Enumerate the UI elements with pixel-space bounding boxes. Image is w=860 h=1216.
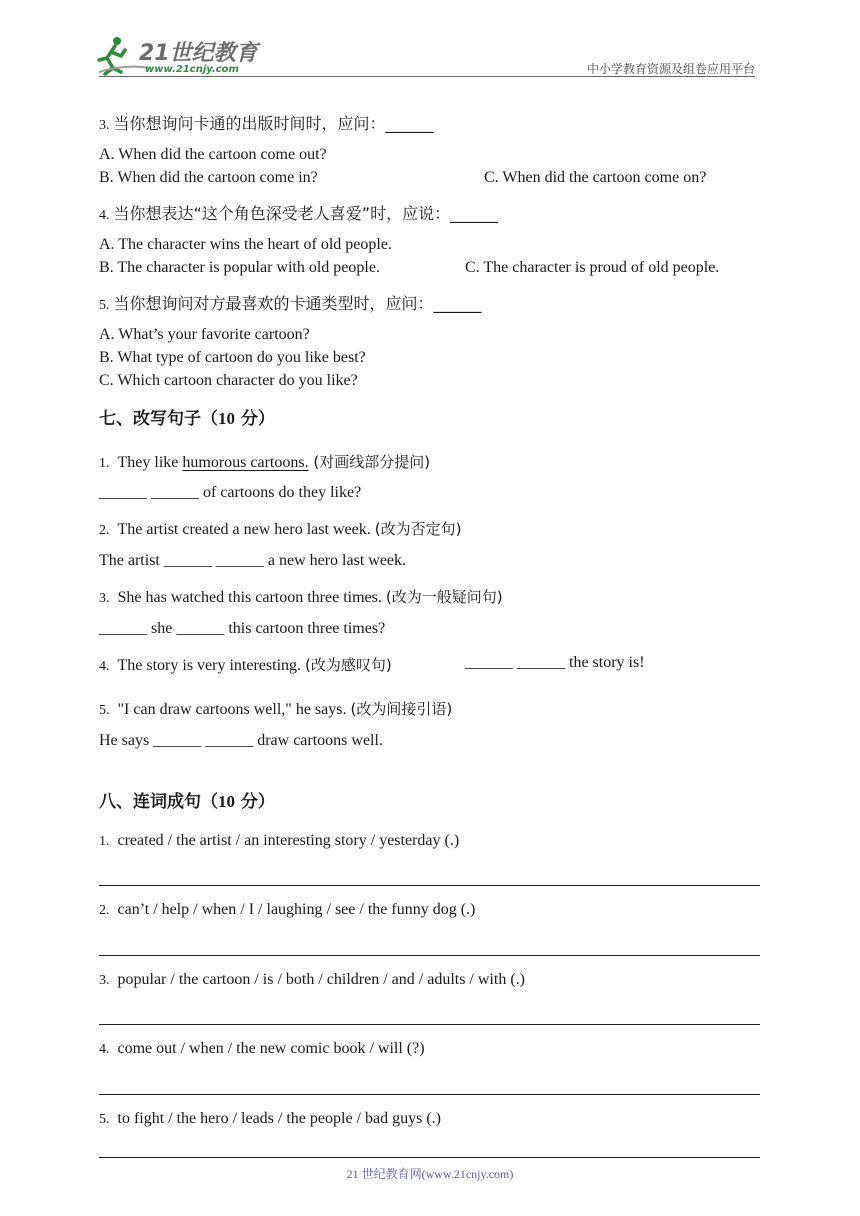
answer-line: The artist ______ ______ a new hero last week. (99, 552, 407, 569)
question-number: 4. (99, 208, 110, 223)
word-order-item-5: 5. to fight / the hero / leads / the people / bad guys (.) (99, 1110, 441, 1127)
word-order-item-1: 1. created / the artist / an interesting story / yesterday (.) (99, 832, 460, 849)
option-c: C. The character is proud of old people. (465, 259, 720, 276)
rewrite-question-3: 3. She has watched this cartoon three times. (改为一般疑问句) (99, 588, 503, 606)
word-order-item-2: 2. can’t / help / when / I / laughing / see / the funny dog (.) (99, 901, 476, 918)
question-prompt: 当你想询问对方最喜欢的卡通类型时，应问：______ (113, 294, 482, 313)
answer-rule (99, 955, 760, 956)
answer-line: ______ she ______ this cartoon three times? (99, 620, 386, 637)
logo-name: 21世纪教育 (139, 41, 258, 66)
answer-rule (99, 1024, 760, 1025)
question-3 (99, 111, 434, 134)
answer-line: ______ ______ of cartoons do they like? (99, 484, 362, 501)
rewrite-question-5: 5. "I can draw cartoons well," he says. (改为间接引语) (99, 700, 453, 718)
site-logo (95, 34, 265, 78)
section-7-title: 七、改写句子（10 分） (99, 409, 275, 429)
answer-line: He says ______ ______ draw cartoons well. (99, 732, 383, 749)
answer-rule (99, 1157, 760, 1158)
option-b: B. When did the cartoon come in? (99, 169, 318, 186)
answer-rule (99, 1094, 760, 1095)
question-4 (99, 201, 498, 224)
word-order-item-4: 4. come out / when / the new comic book / will (?) (99, 1040, 425, 1057)
question-number: 5. (99, 298, 110, 313)
header-divider (99, 76, 755, 77)
option-a: A. What’s your favorite cartoon? (99, 326, 310, 343)
rewrite-question-2: 2. The artist created a new hero last week. (改为否定句) (99, 520, 462, 538)
option-a: A. When did the cartoon come out? (99, 146, 327, 163)
rewrite-question-1: 1. They like humorous cartoons. (对画线部分提问) (99, 453, 431, 471)
section-8-title: 八、连词成句（10 分） (99, 792, 275, 812)
footer-text: 21 世纪教育网(www.21cnjy.com) (346, 1167, 514, 1181)
underlined-phrase: humorous cartoons. (182, 454, 309, 471)
question-5 (99, 291, 482, 314)
option-b: B. What type of cartoon do you like best? (99, 349, 366, 366)
option-a: A. The character wins the heart of old people. (99, 236, 392, 253)
option-c: C. When did the cartoon come on? (484, 169, 707, 186)
answer-rule (99, 885, 760, 886)
rewrite-question-4: 4. The story is very interesting. (改为感叹句) (99, 656, 392, 674)
word-order-item-3: 3. popular / the cartoon / is / both / children / and / adults / with (.) (99, 971, 525, 988)
question-number: 3. (99, 118, 110, 133)
answer-line: ______ ______ the story is! (465, 654, 645, 671)
question-prompt: 当你想表达“这个角色深受老人喜爱”时，应说：______ (113, 204, 499, 223)
option-b: B. The character is popular with old people. (99, 259, 380, 276)
platform-title: 中小学教育资源及组卷应用平台 (586, 62, 755, 76)
logo-url: www.21cnjy.com (145, 64, 239, 75)
question-prompt: 当你想询问卡通的出版时间时，应问：______ (113, 114, 434, 133)
option-c: C. Which cartoon character do you like? (99, 372, 358, 389)
